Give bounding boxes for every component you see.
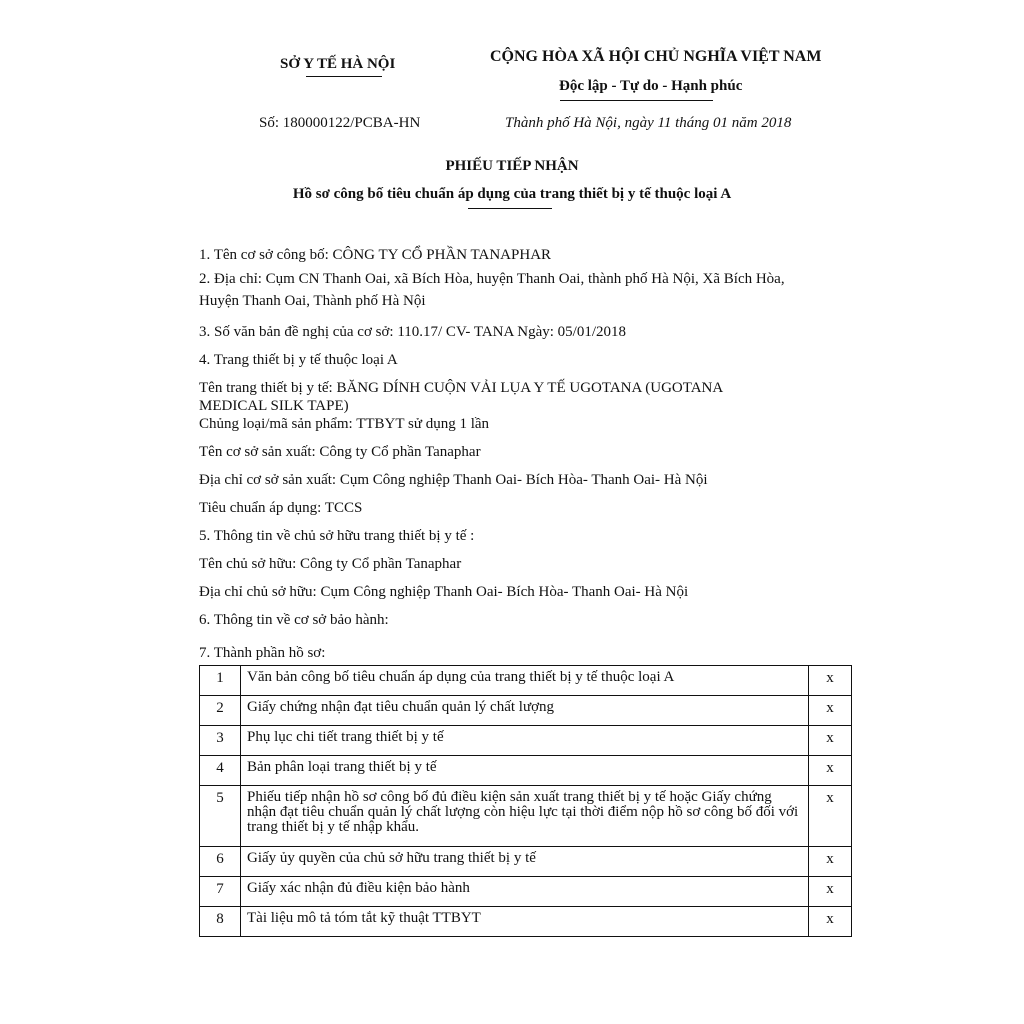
national-motto: Độc lập - Tự do - Hạnh phúc <box>559 78 743 94</box>
place-date: Thành phố Hà Nội, ngày 11 tháng 01 năm 2018 <box>505 115 792 131</box>
declarant-address-line-2: Huyện Thanh Oai, Thành phố Hà Nội <box>199 293 426 309</box>
declarant-address-line-1: 2. Địa chỉ: Cụm CN Thanh Oai, xã Bích Hòa, huyện Thanh Oai, thành phố Hà Nội, Xã Bích Hòa, <box>199 271 785 287</box>
table-row <box>200 696 852 726</box>
republic-heading: CỘNG HÒA XÃ HỘI CHỦ NGHĨA VIỆT NAM <box>490 48 822 65</box>
row-number: 1 <box>200 666 241 696</box>
product-category: Chủng loại/mã sản phẩm: TTBYT sử dụng 1 lần <box>199 416 490 432</box>
row-check-mark: x <box>809 756 852 786</box>
issuing-agency: SỞ Y TẾ HÀ NỘI <box>280 56 396 72</box>
row-number: 2 <box>200 696 241 726</box>
row-number: 4 <box>200 756 241 786</box>
document-number: Số: 180000122/PCBA-HN <box>259 115 421 131</box>
table-row <box>200 847 852 877</box>
section-5-heading: 5. Thông tin về chủ sở hữu trang thiết bị y tế : <box>199 528 475 544</box>
row-description: Giấy chứng nhận đạt tiêu chuẩn quản lý chất lượng <box>241 696 809 726</box>
row-description: Giấy ủy quyền của chủ sở hữu trang thiết bị y tế <box>241 847 809 877</box>
row-check-mark: x <box>809 726 852 756</box>
motto-underline <box>560 100 713 101</box>
row-description: Phụ lục chi tiết trang thiết bị y tế <box>241 726 809 756</box>
row-description: Giấy xác nhận đủ điều kiện bảo hành <box>241 877 809 907</box>
section-4-heading: 4. Trang thiết bị y tế thuộc loại A <box>199 352 398 368</box>
row-number: 5 <box>200 786 241 847</box>
table-row <box>200 786 852 847</box>
row-description: Phiếu tiếp nhận hồ sơ công bố đủ điều kiện sản xuất trang thiết bị y tế hoặc Giấy chứng nhận đạt tiêu chuẩn quản lý chất lượng còn hiệu lực tại thời điểm nộp hồ sơ công bố đối với trang thiết bị y tế nhập khẩu. <box>241 786 809 847</box>
agency-underline <box>306 76 382 77</box>
owner-name: Tên chủ sở hữu: Công ty Cổ phần Tanaphar <box>199 556 462 572</box>
row-number: 3 <box>200 726 241 756</box>
manufacturer-name: Tên cơ sở sản xuất: Công ty Cổ phần Tanaphar <box>199 444 481 460</box>
section-6-heading: 6. Thông tin về cơ sở bảo hành: <box>199 612 389 628</box>
document-title: PHIẾU TIẾP NHẬN <box>445 158 579 174</box>
document-subtitle: Hồ sơ công bố tiêu chuẩn áp dụng của trang thiết bị y tế thuộc loại A <box>292 186 732 202</box>
row-number: 8 <box>200 907 241 937</box>
row-number: 6 <box>200 847 241 877</box>
row-check-mark: x <box>809 847 852 877</box>
row-check-mark: x <box>809 907 852 937</box>
row-description: Tài liệu mô tả tóm tắt kỹ thuật TTBYT <box>241 907 809 937</box>
owner-address: Địa chỉ chủ sở hữu: Cụm Công nghiệp Thanh Oai- Bích Hòa- Thanh Oai- Hà Nội <box>199 584 689 600</box>
row-description: Bản phân loại trang thiết bị y tế <box>241 756 809 786</box>
row-check-mark: x <box>809 877 852 907</box>
section-7-heading: 7. Thành phần hồ sơ: <box>199 645 326 661</box>
subtitle-underline <box>468 208 552 209</box>
row-description: Văn bản công bố tiêu chuẩn áp dụng của trang thiết bị y tế thuộc loại A <box>241 666 809 696</box>
request-document-number: 3. Số văn bản đề nghị của cơ sở: 110.17/ CV- TANA Ngày: 05/01/2018 <box>199 324 626 340</box>
table-row <box>200 666 852 696</box>
declarant-name: 1. Tên cơ sở công bố: CÔNG TY CỔ PHẦN TANAPHAR <box>199 247 552 263</box>
table-row <box>200 726 852 756</box>
row-check-mark: x <box>809 666 852 696</box>
table-row <box>200 907 852 937</box>
manufacturer-address: Địa chỉ cơ sở sản xuất: Cụm Công nghiệp Thanh Oai- Bích Hòa- Thanh Oai- Hà Nội <box>199 472 708 488</box>
device-name-line-1: Tên trang thiết bị y tế: BĂNG DÍNH CUỘN VẢI LỤA Y TẾ UGOTANA (UGOTANA <box>199 380 724 396</box>
dossier-components-table <box>199 665 852 937</box>
applied-standard: Tiêu chuẩn áp dụng: TCCS <box>199 500 363 516</box>
table-row <box>200 877 852 907</box>
row-number: 7 <box>200 877 241 907</box>
device-name-line-2: MEDICAL SILK TAPE) <box>199 398 349 414</box>
table-row <box>200 756 852 786</box>
row-check-mark: x <box>809 786 852 847</box>
row-check-mark: x <box>809 696 852 726</box>
